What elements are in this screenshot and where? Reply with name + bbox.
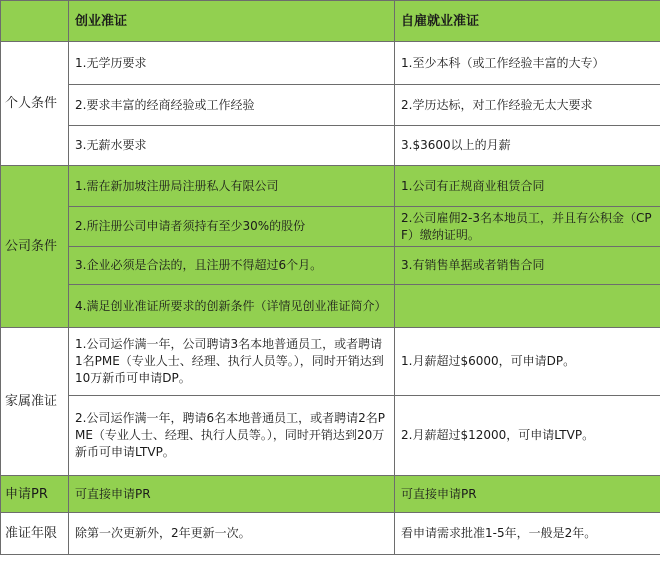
personal-se-2: 2.学历达标，对工作经验无太大要求 (395, 85, 660, 126)
header-entrepass: 创业准证 (69, 1, 395, 42)
personal-se-1: 1.至少本科（或工作经验丰富的大专） (395, 42, 660, 85)
table-row (1, 396, 660, 476)
header-self-employed-pass: 自雇就业准证 (395, 1, 660, 42)
category-personal: 个人条件 (1, 42, 69, 166)
company-se-4 (395, 285, 660, 328)
family-ep-1: 1.公司运作满一年，公司聘请3名本地普通员工，或者聘请1名PME（专业人士、经理、执行人员等。），同时开销达到10万新币可申请DP。 (69, 328, 395, 396)
table-row (1, 85, 660, 126)
table-row (1, 166, 660, 207)
table-row (1, 476, 660, 513)
table-row (1, 247, 660, 285)
category-pr: 申请PR (1, 476, 69, 513)
pr-se: 可直接申请PR (395, 476, 660, 513)
personal-se-3: 3.$3600以上的月薪 (395, 126, 660, 166)
company-ep-3: 3.企业必须是合法的，且注册不得超过6个月。 (69, 247, 395, 285)
header-corner-cell (1, 1, 69, 42)
family-ep-2: 2.公司运作满一年，聘请6名本地普通员工，或者聘请2名PME（专业人士、经理、执行人员等。），同时开销达到20万新币可申请LTVP。 (69, 396, 395, 476)
company-se-3: 3.有销售单据或者销售合同 (395, 247, 660, 285)
table-row (1, 207, 660, 247)
table-row (1, 513, 660, 555)
family-se-2: 2.月薪超过$12000，可申请LTVP。 (395, 396, 660, 476)
company-ep-4: 4.满足创业准证所要求的创新条件（详情见创业准证简介） (69, 285, 395, 328)
category-company: 公司条件 (1, 166, 69, 328)
company-ep-2: 2.所注册公司申请者须持有至少30%的股份 (69, 207, 395, 247)
table-row (1, 328, 660, 396)
personal-ep-3: 3.无薪水要求 (69, 126, 395, 166)
table-row (1, 285, 660, 328)
personal-ep-2: 2.要求丰富的经商经验或工作经验 (69, 85, 395, 126)
company-se-2: 2.公司雇佣2-3名本地员工，并且有公积金（CPF）缴纳证明。 (395, 207, 660, 247)
validity-ep: 除第一次更新外，2年更新一次。 (69, 513, 395, 555)
table-row (1, 42, 660, 85)
category-family: 家属准证 (1, 328, 69, 476)
table-row (1, 126, 660, 166)
family-se-1: 1.月薪超过$6000，可申请DP。 (395, 328, 660, 396)
company-se-1: 1.公司有正规商业租赁合同 (395, 166, 660, 207)
header-row (1, 1, 660, 42)
category-validity: 准证年限 (1, 513, 69, 555)
company-ep-1: 1.需在新加坡注册局注册私人有限公司 (69, 166, 395, 207)
pr-ep: 可直接申请PR (69, 476, 395, 513)
personal-ep-1: 1.无学历要求 (69, 42, 395, 85)
validity-se: 看申请需求批准1-5年，一般是2年。 (395, 513, 660, 555)
